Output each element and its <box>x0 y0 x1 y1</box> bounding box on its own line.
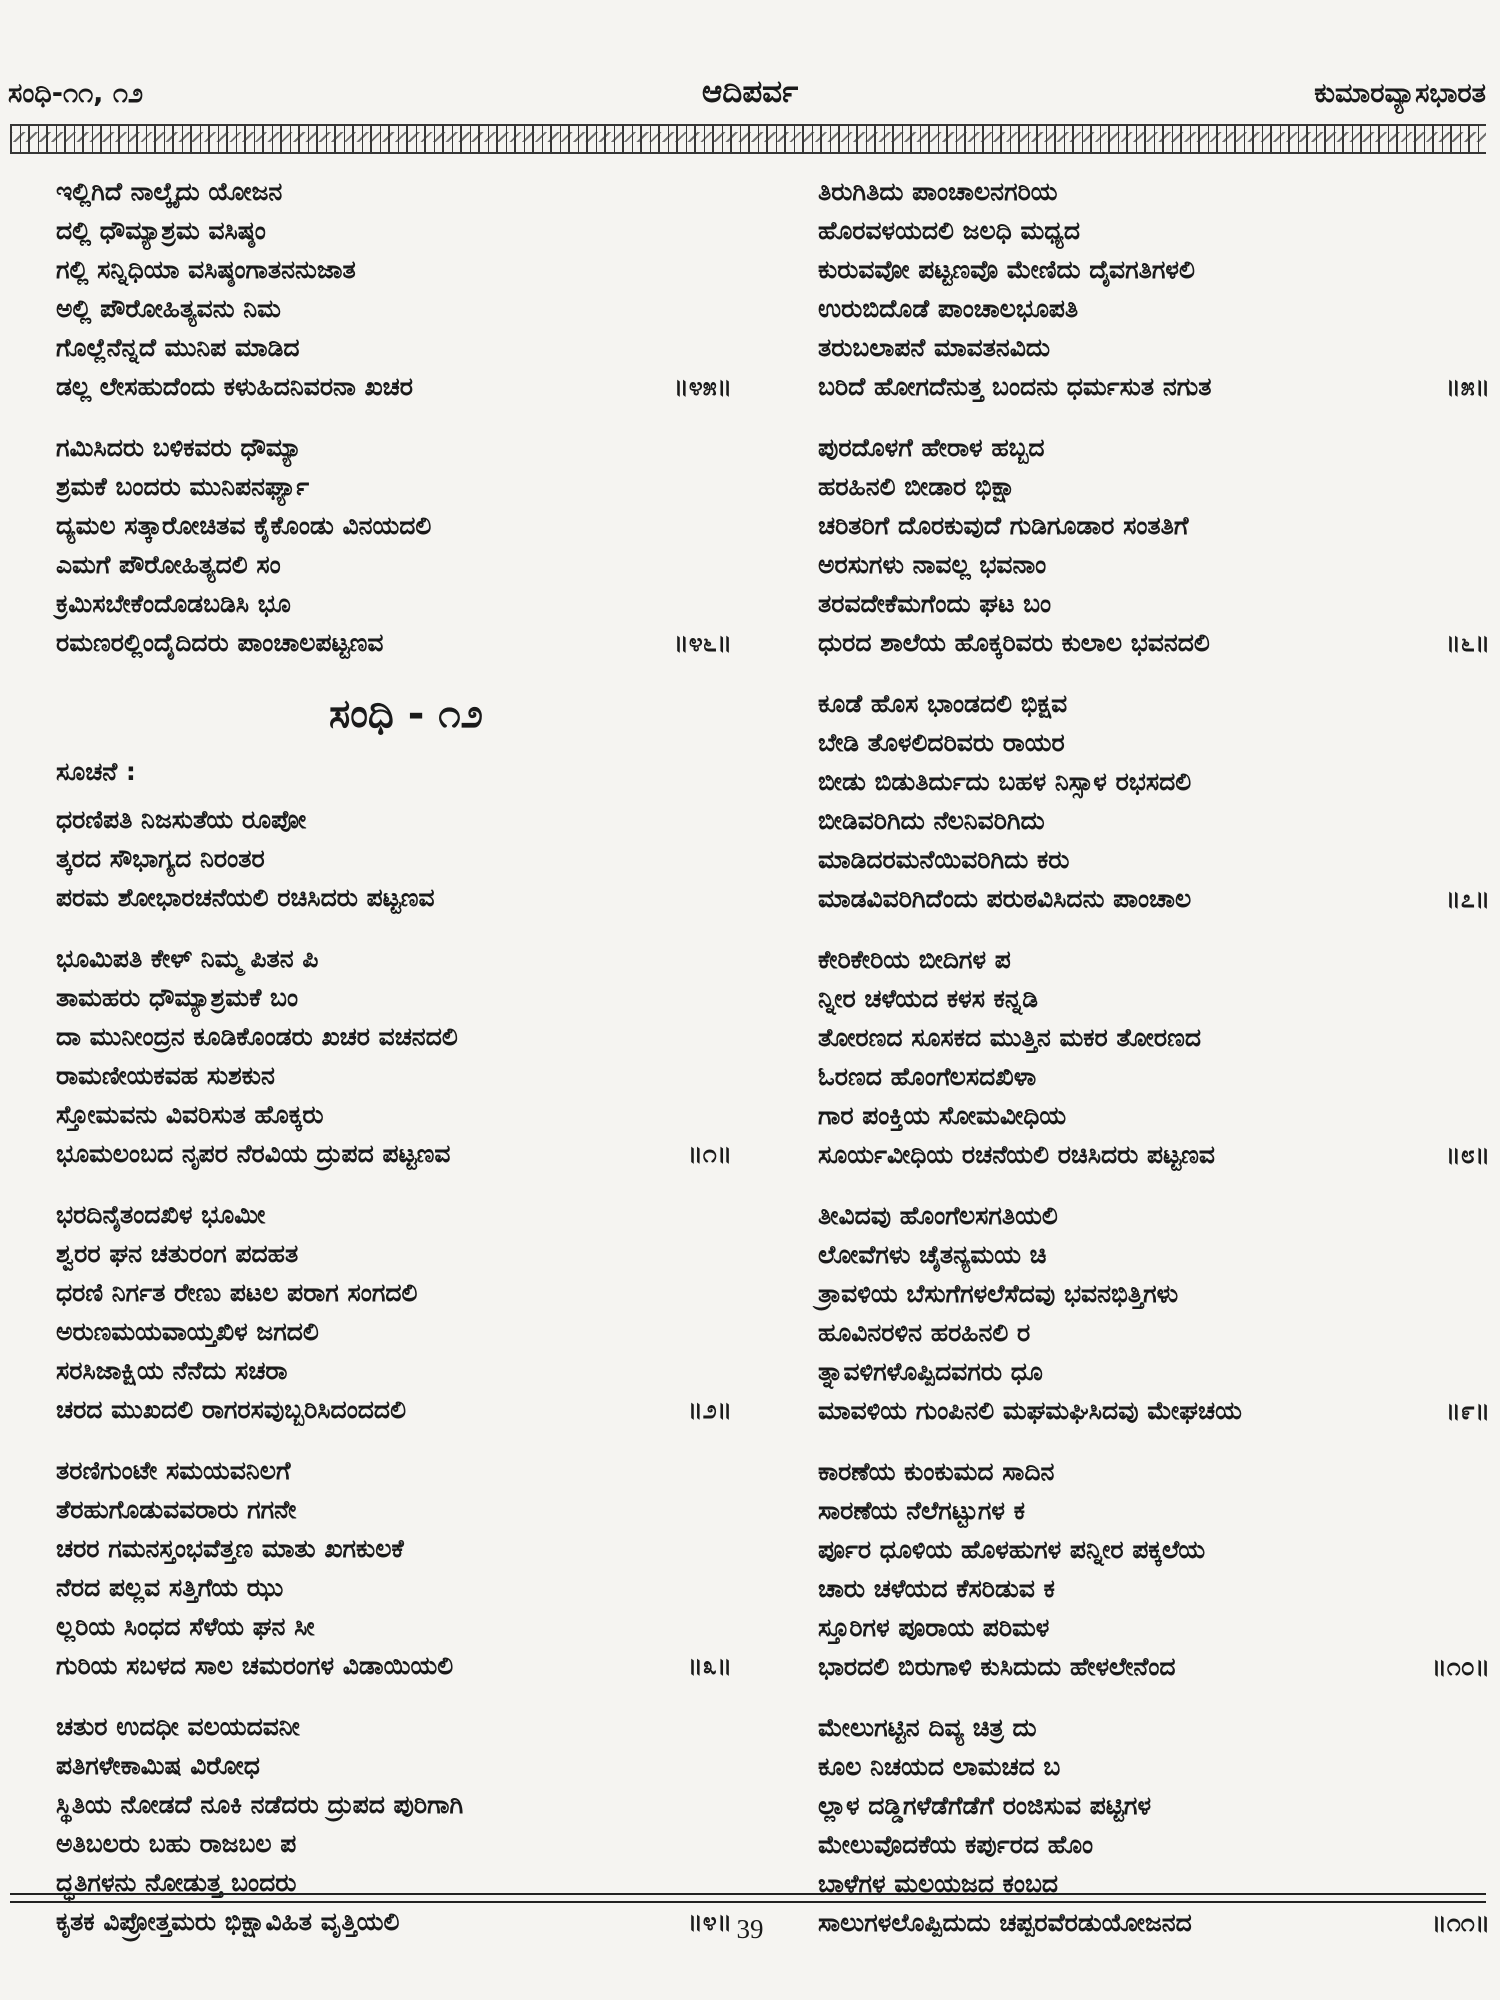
verse-text: ತೋರಣದ ಸೂಸಕದ ಮುತ್ತಿನ ಮಕರ ತೋರಣದ <box>818 1023 1201 1052</box>
verse-line <box>818 1825 1478 1864</box>
verse-text: ಉರುಬಿದೊಡೆ ಪಾಂಚಾಲಭೂಪತಿ <box>818 294 1079 323</box>
verse-text: ಕುರುವವೋ ಪಟ್ಟಣವೊ ಮೇಣಿದು ದೈವಗತಿಗಳಲಿ <box>818 255 1195 284</box>
verse-number: ॥೬॥ <box>1445 628 1490 657</box>
verse-line <box>818 1057 1478 1096</box>
verse-line <box>56 1490 716 1529</box>
verse-line <box>56 1451 716 1490</box>
verse-stanza <box>818 940 1490 1174</box>
verse-line <box>56 1607 716 1646</box>
verse-line <box>56 467 716 506</box>
verse-line <box>818 1530 1478 1569</box>
verse-line <box>818 1786 1478 1825</box>
verse-line <box>56 1134 732 1173</box>
verse-text: ಹೂವಿನರಳಿನ ಹರಹಿನಲಿ ರ <box>818 1318 1031 1347</box>
verse-text: ದಾ ಮುನೀಂದ್ರನ ಕೂಡಿಕೊಂಡರು ಖಚರ ವಚನದಲಿ <box>56 1022 458 1051</box>
verse-line <box>56 1017 716 1056</box>
verse-line <box>818 1708 1478 1747</box>
verse-stanza <box>56 1451 732 1685</box>
verse-text: ಲೋವೆಗಳು ಚೈತನ್ಯಮಯ ಚಿ <box>818 1240 1047 1269</box>
verse-text: ಹರಹಿನಲಿ ಬೀಡಾರ ಭಿಕ್ಷಾ <box>818 472 1016 501</box>
verse-text: ಓರಣದ ಹೊಂಗೆಲಸದಖಿಳಾ <box>818 1062 1037 1091</box>
verse-text: ಸ್ತೋಮವನು ವಿವರಿಸುತ ಹೊಕ್ಕರು <box>56 1100 324 1129</box>
verse-line <box>56 172 716 211</box>
verse-text: ಸಾರಣೆಯ ನೆಲೆಗಟ್ಟುಗಳ ಕ <box>818 1496 1025 1525</box>
verse-text: ಕೃತಕ ವಿಪ್ರೋತ್ತಮರು ಭಿಕ್ಷಾವಿಹಿತ ವೃತ್ತಿಯಲಿ <box>56 1907 400 1936</box>
verse-line <box>56 978 716 1017</box>
verse-line <box>56 1312 716 1351</box>
verse-text: ಭೂಮಲಂಬದ ನೃಪರ ನೆರವಿಯ ದ್ರುಪದ ಪಟ್ಟಣವ <box>56 1139 451 1168</box>
verse-line <box>818 545 1478 584</box>
verse-number: ॥೧೧॥ <box>1431 1908 1490 1937</box>
verse-text: ದ್ಯಮಲ ಸತ್ಕಾರೋಚಿತವ ಕೈಕೊಂಡು ವಿನಯದಲಿ <box>56 511 432 540</box>
verse-line <box>818 1235 1478 1274</box>
verse-text: ಬೇಡಿ ತೊಳಲಿದರಿವರು ರಾಯರ <box>818 728 1065 757</box>
verse-text: ಧುರದ ಶಾಲೆಯ ಹೊಕ್ಕರಿವರು ಕುಲಾಲ ಭವನದಲಿ <box>818 628 1210 657</box>
verse-stanza <box>818 428 1490 662</box>
verse-line <box>818 979 1478 1018</box>
verse-number: ॥೧॥ <box>687 1139 732 1168</box>
verse-line <box>56 1646 732 1685</box>
verse-line <box>818 172 1478 211</box>
verse-line <box>818 1196 1478 1235</box>
page-header <box>0 74 1500 118</box>
verse-text: ಸೂರ್ಯವೀಧಿಯ ರಚನೆಯಲಿ ರಚಿಸಿದರು ಪಟ್ಟಣವ <box>818 1140 1215 1169</box>
verse-stanza <box>818 1708 1490 1942</box>
book-part-title: ಆದಿಪರ್ವ <box>701 74 799 110</box>
verse-text: ಕ್ರಮಿಸಬೇಕೆಂದೊಡಬಡಿಸಿ ಭೂ <box>56 589 291 618</box>
section-label: ಸಂಧಿ-೧೧, ೧೨ <box>8 78 144 109</box>
verse-line <box>56 1056 716 1095</box>
page-number: 39 <box>736 1914 764 1944</box>
verse-stanza <box>818 1452 1490 1686</box>
verse-text: ತಾಮಹರು ಧೌಮ್ಯಾಶ್ರಮಕೆ ಬಂ <box>56 983 299 1012</box>
verse-text: ಮಾಡವಿವರಿಗಿದೆಂದು ಪರುಠವಿಸಿದನು ಪಾಂಚಾಲ <box>818 884 1192 913</box>
verse-text: ಲ್ಲಾಳ ದಡ್ಡಿಗಳೆಡೆಗೆಡೆಗೆ ರಂಜಿಸುವ ಪಟ್ಟಿಗಳ <box>818 1791 1152 1820</box>
verse-text: ದಲ್ಲಿ ಧೌಮ್ಯಾಶ್ರಮ ವಸಿಷ್ಠಂ <box>56 216 266 245</box>
verse-text: ಗುರಿಯ ಸಬಳದ ಸಾಲ ಚಮರಂಗಳ ವಿಡಾಯಿಯಲಿ <box>56 1651 454 1680</box>
verse-line <box>818 1647 1490 1686</box>
verse-line <box>818 250 1478 289</box>
soochane-label: ಸೂಚನೆ : <box>56 757 136 786</box>
verse-number: ॥೩॥ <box>687 1651 732 1680</box>
verse-text: ರಮಣರಲ್ಲಿಂದೈದಿದರು ಪಾಂಚಾಲಪಟ್ಟಣವ <box>56 628 384 657</box>
verse-number: ॥೪೫॥ <box>673 372 732 401</box>
verse-text: ಧರಣಿಪತಿ ನಿಜಸುತೆಯ ರೂಪೋ <box>56 805 307 834</box>
verse-line <box>56 428 716 467</box>
verse-text: ಚರದ ಮುಖದಲಿ ರಾಗರಸವುಬ್ಬರಿಸಿದಂದದಲಿ <box>56 1395 407 1424</box>
verse-text: ಮೇಲುಗಟ್ಟಿನ ದಿವ್ಯ ಚಿತ್ರ ದು <box>818 1713 1037 1742</box>
verse-text: ಲ್ಲರಿಯ ಸಿಂಧದ ಸೆಳೆಯ ಘನ ಸೀ <box>56 1612 315 1641</box>
verse-line <box>818 1608 1478 1647</box>
verse-text: ರ್ಪೂರ ಧೂಳಿಯ ಹೊಳಹುಗಳ ಪನ್ನೀರ ಪಕ್ಕಲೆಯ <box>818 1535 1206 1564</box>
verse-number: ॥೨॥ <box>687 1395 732 1424</box>
verse-line <box>56 289 716 328</box>
verse-line <box>56 545 716 584</box>
verse-text: ಬರಿದೆ ಹೋಗದೆನುತ್ತ ಬಂದನು ಧರ್ಮಸುತ ನಗುತ <box>818 372 1212 401</box>
verse-line <box>818 1452 1478 1491</box>
verse-text: ತಿರುಗಿತಿದು ಪಾಂಚಾಲನಗರಿಯ <box>818 177 1058 206</box>
verse-text: ತೀವಿದವು ಹೊಂಗೆಲಸಗತಿಯಲಿ <box>818 1201 1058 1230</box>
verse-number: ॥೪॥ <box>687 1907 732 1936</box>
verse-text: ಮೇಲುವೊದಕೆಯ ಕರ್ಪುರದ ಹೊಂ <box>818 1830 1094 1859</box>
verse-text: ದ್ಧತಿಗಳನು ನೋಡುತ್ತ ಬಂದರು <box>56 1868 297 1897</box>
verse-line <box>56 1195 716 1234</box>
verse-line <box>56 1529 716 1568</box>
verse-text: ಭಾರದಲಿ ಬಿರುಗಾಳಿ ಕುಸಿದುದು ಹೇಳಲೇನೆಂದ <box>818 1652 1176 1681</box>
verse-line <box>56 211 716 250</box>
verse-line <box>56 1568 716 1607</box>
verse-text: ತ್ಕರದ ಸೌಭಾಗ್ಯದ ನಿರಂತರ <box>56 844 265 873</box>
verse-text: ಸ್ಥಿತಿಯ ನೋಡದೆ ನೂಕಿ ನಡೆದರು ದ್ರುಪದ ಪುರಿಗಾಗಿ <box>56 1790 464 1819</box>
verse-line <box>818 1313 1478 1352</box>
verse-line <box>818 723 1478 762</box>
verse-text: ಗೊಲ್ಲೆನೆನ್ನದೆ ಮುನಿಪ ಮಾಡಿದ <box>56 333 300 362</box>
sandhi-heading: ಸಂಧಿ - ೧೨ <box>328 691 484 737</box>
verse-line <box>818 940 1478 979</box>
verse-text: ಕೂಡೆ ಹೊಸ ಭಾಂಡದಲಿ ಭಿಕ್ಷವ <box>818 689 1068 718</box>
verse-text: ಶ್ರಮಕೆ ಬಂದರು ಮುನಿಪನರ್ಘ್ಯಾ <box>56 472 310 501</box>
verse-text: ಮಾಡಿದರಮನೆಯಿವರಿಗಿದು ಕರು <box>818 845 1070 874</box>
verse-line <box>818 428 1478 467</box>
verse-line <box>818 762 1478 801</box>
verse-line <box>56 878 716 917</box>
verse-stanza <box>818 684 1490 918</box>
verse-line <box>56 584 716 623</box>
verse-line <box>818 367 1490 406</box>
verse-line <box>56 1273 716 1312</box>
verse-text: ಕಾರಣೆಯ ಕುಂಕುಮದ ಸಾದಿನ <box>818 1457 1055 1486</box>
verse-line <box>818 840 1478 879</box>
verse-line <box>56 1746 716 1785</box>
verse-text: ಬಾಳೆಗಳ ಮಲಯಜದ ಕಂಬದ <box>818 1869 1059 1898</box>
verse-text: ಭರದಿನೈತಂದಖಿಳ ಭೂಮೀ <box>56 1200 266 1229</box>
left-column <box>56 172 732 1963</box>
verse-stanza <box>818 1196 1490 1430</box>
verse-number: ॥೭॥ <box>1445 884 1490 913</box>
verse-text: ಎಮಗೆ ಪೌರೋಹಿತ್ಯದಲಿ ಸಂ <box>56 550 281 579</box>
verse-line <box>818 328 1478 367</box>
verse-line <box>56 367 732 406</box>
verse-number: ॥೮॥ <box>1445 1140 1490 1169</box>
verse-line <box>56 1390 732 1429</box>
verse-line <box>818 1391 1490 1430</box>
verse-line <box>818 1274 1478 1313</box>
verse-line <box>818 684 1478 723</box>
verse-text: ಸ್ತೂರಿಗಳ ಪೂರಾಯ ಪರಿಮಳ <box>818 1613 1050 1642</box>
verse-text: ಗಲ್ಲಿ ಸನ್ನಿಧಿಯಾ ವಸಿಷ್ಠಂಗಾತನನುಜಾತ <box>56 255 356 284</box>
verse-line <box>818 289 1478 328</box>
verse-stanza <box>56 172 732 406</box>
verse-text: ಕೂಲ ನಿಚಯದ ಲಾಮಚದ ಬ <box>818 1752 1061 1781</box>
decorative-border <box>10 124 1486 154</box>
verse-line <box>56 506 716 545</box>
verse-text: ತೆರಹುಗೊಡುವವರಾರು ಗಗನೇ <box>56 1495 297 1524</box>
verse-stanza <box>56 1707 732 1941</box>
verse-line <box>818 1018 1478 1057</box>
verse-text: ತರಣಿಗುಂಟೇ ಸಮಯವನಿಲಗೆ <box>56 1456 291 1485</box>
verse-text: ಭೂಮಿಪತಿ ಕೇಳ್ ನಿಮ್ಮ ಪಿತನ ಪಿ <box>56 944 319 973</box>
verse-text: ತರವದೇಕೆಮಗೆಂದು ಘಟ ಬಂ <box>818 589 1052 618</box>
verse-text: ಪತಿಗಳೇಕಾಮಿಷ ವಿರೋಧ <box>56 1751 260 1780</box>
verse-line <box>56 1707 716 1746</box>
verse-line <box>56 839 716 878</box>
verse-line <box>818 467 1478 506</box>
verse-number: ॥೧೦॥ <box>1431 1652 1490 1681</box>
verse-stanza <box>56 939 732 1173</box>
verse-stanza <box>56 428 732 662</box>
verse-line <box>818 584 1478 623</box>
verse-line <box>56 1095 716 1134</box>
verse-text: ತ್ನಾವಳಿಗಳೊಪ್ಪಿದವಗರು ಧೂ <box>818 1357 1043 1386</box>
verse-line <box>818 801 1478 840</box>
verse-text: ರಾಮಣೀಯಕವಹ ಸುಶಕುನ <box>56 1061 275 1090</box>
verse-stanza <box>56 800 716 917</box>
verse-text: ಚರರ ಗಮನಸ್ತಂಭವೆತ್ತಣ ಮಾತು ಖಗಕುಲಕೆ <box>56 1534 404 1563</box>
verse-line <box>56 1234 716 1273</box>
verse-text: ಹೊರವಳಯದಲಿ ಜಲಧಿ ಮಧ್ಯದ <box>818 216 1081 245</box>
verse-text: ಅರಸುಗಳು ನಾವಲ್ಲ ಭವನಾಂ <box>818 550 1047 579</box>
verse-text: ಗಮಿಸಿದರು ಬಳಿಕವರು ಧೌಮ್ಯಾ <box>56 433 302 462</box>
verse-stanza <box>56 1195 732 1429</box>
verse-text: ಚರಿತರಿಗೆ ದೊರಕುವುದೆ ಗುಡಿಗೂಡಾರ ಸಂತತಿಗೆ <box>818 511 1189 540</box>
verse-line <box>56 328 716 367</box>
verse-text: ಅಲ್ಲಿ ಪೌರೋಹಿತ್ಯವನು ನಿಮ <box>56 294 281 323</box>
verse-text: ಕೇರಿಕೇರಿಯ ಬೀದಿಗಳ ಪ <box>818 945 1011 974</box>
verse-line <box>818 623 1490 662</box>
verse-line <box>818 879 1490 918</box>
verse-text: ತ್ರಾವಳಿಯ ಬೆಸುಗೆಗಳಲೆಸೆದವು ಭವನಭಿತ್ತಿಗಳು <box>818 1279 1179 1308</box>
right-column <box>818 172 1490 1964</box>
verse-line <box>818 1491 1478 1530</box>
verse-line <box>818 1569 1478 1608</box>
verse-line <box>56 250 716 289</box>
verse-line <box>818 1096 1478 1135</box>
verse-line <box>56 1351 716 1390</box>
verse-line <box>818 1747 1478 1786</box>
verse-line <box>56 623 732 662</box>
verse-text: ನೆರದ ಪಲ್ಲವ ಸತ್ತಿಗೆಯ ಝು <box>56 1573 284 1602</box>
verse-line <box>56 939 716 978</box>
verse-line <box>818 1135 1490 1174</box>
verse-text: ಬೀಡು ಬಿಡುತಿರ್ದುದು ಬಹಳ ನಿಸ್ಸಾಳ ರಭಸದಲಿ <box>818 767 1192 796</box>
verse-number: ॥೯॥ <box>1445 1396 1490 1425</box>
book-title: ಕುಮಾರವ್ಯಾಸಭಾರತ <box>1314 78 1486 109</box>
verse-text: ಡಲ್ಲ ಲೇಸಹುದೆಂದು ಕಳುಹಿದನಿವರನಾ ಖಚರ <box>56 372 413 401</box>
verse-line <box>818 1352 1478 1391</box>
verse-text: ಸರಸಿಜಾಕ್ಷಿಯ ನೆನೆದು ಸಚರಾ <box>56 1356 288 1385</box>
verse-text: ಅತಿಬಲರು ಬಹು ರಾಜಬಲ ಪ <box>56 1829 297 1858</box>
verse-text: ಚತುರ ಉದಧೀ ವಲಯದವನೀ <box>56 1712 300 1741</box>
verse-text: ತರುಬಲಾಪನೆ ಮಾವತನವಿದು <box>818 333 1051 362</box>
verse-stanza <box>818 172 1490 406</box>
verse-text: ಪರಮ ಶೋಭಾರಚನೆಯಲಿ ರಚಿಸಿದರು ಪಟ್ಟಣವ <box>56 883 435 912</box>
verse-text: ಅರುಣಮಯವಾಯ್ತಖಿಳ ಜಗದಲಿ <box>56 1317 319 1346</box>
verse-text: ಬೀಡಿವರಿಗಿದು ನೆಲನಿವರಿಗಿದು <box>818 806 1045 835</box>
verse-number: ॥೫॥ <box>1445 372 1490 401</box>
verse-text: ಧರಣಿ ನಿರ್ಗತ ರೇಣು ಪಟಲ ಪರಾಗ ಸಂಗದಲಿ <box>56 1278 418 1307</box>
verse-text: ಗಾರ ಪಂಕ್ತಿಯ ಸೋಮವೀಧಿಯ <box>818 1101 1067 1130</box>
verse-text: ಚಾರು ಚಳೆಯದ ಕೆಸರಿಡುವ ಕ <box>818 1574 1055 1603</box>
verse-text: ಶ್ವರರ ಘನ ಚತುರಂಗ ಪದಹತ <box>56 1239 299 1268</box>
verse-text: ಇಲ್ಲಿಗಿದೆ ನಾಲ್ಕೈದು ಯೋಜನ <box>56 177 283 206</box>
verse-text: ಪುರದೊಳಗೆ ಹೇರಾಳ ಹಬ್ಬದ <box>818 433 1045 462</box>
verse-line <box>56 800 716 839</box>
verse-line <box>818 211 1478 250</box>
verse-text: ಸಾಲುಗಳಲೊಪ್ಪಿದುದು ಚಪ್ಪರವೆರಡುಯೋಜನದ <box>818 1908 1192 1937</box>
verse-text: ಮಾವಳಿಯ ಗುಂಪಿನಲಿ ಮಘಮಘಿಸಿದವು ಮೇಘಚಯ <box>818 1396 1242 1425</box>
verse-number: ॥೪೬॥ <box>673 628 732 657</box>
verse-text: ನ್ನೀರ ಚಳೆಯದ ಕಳಸ ಕನ್ನಡಿ <box>818 984 1038 1013</box>
verse-line <box>56 1824 716 1863</box>
footer-rule <box>10 1893 1486 1903</box>
verse-line <box>818 506 1478 545</box>
verse-line <box>56 1785 716 1824</box>
